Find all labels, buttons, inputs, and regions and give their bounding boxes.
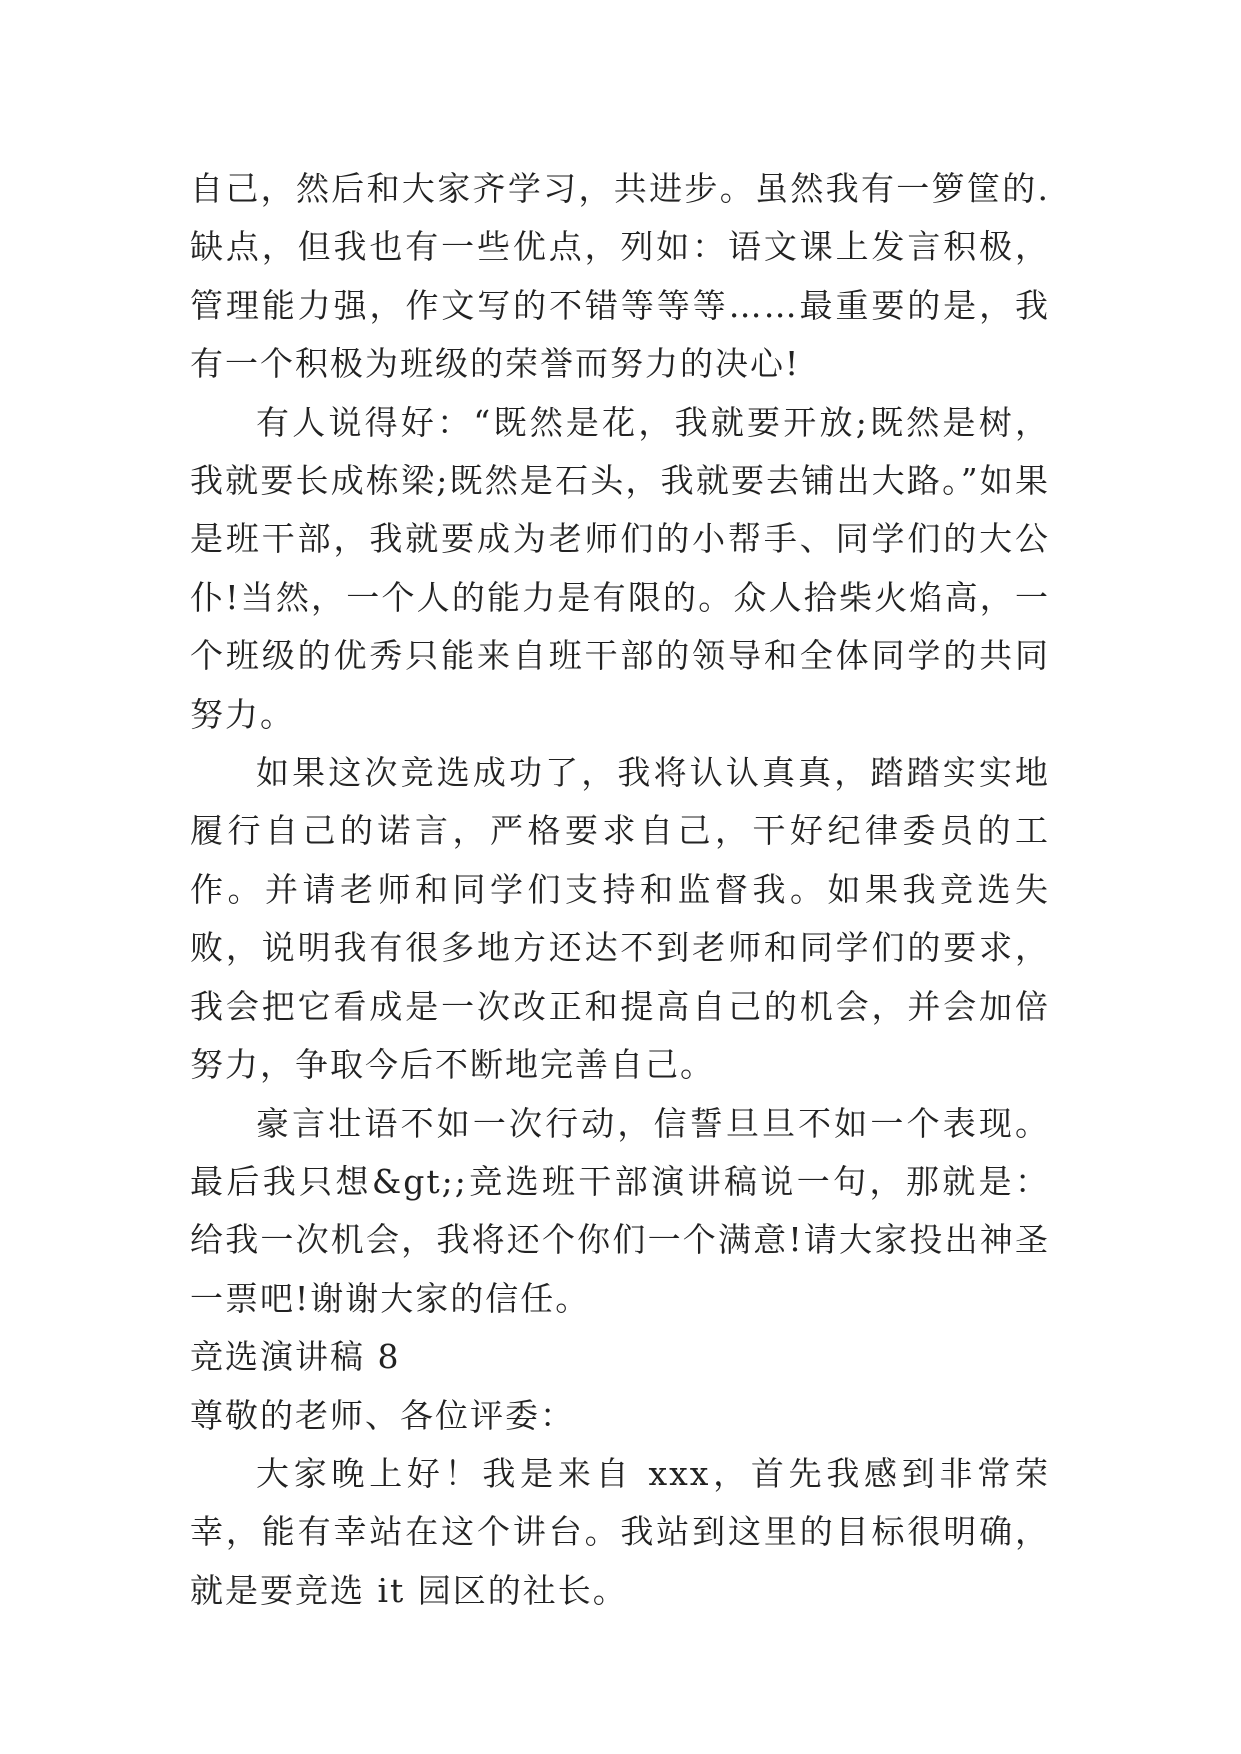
section-title: 竞选演讲稿 8 <box>190 1337 401 1377</box>
paragraph-1: 自己，然后和大家齐学习，共进步。虽然我有一箩筐的.缺点，但我也有一些优点，列如：语文课上发言积极，管理能力强，作文写的不错等等等……最重要的是，我有一个积极为班级的荣誉而努力的决心! <box>190 169 1050 384</box>
salutation: 尊敬的老师、各位评委： <box>190 1395 575 1435</box>
paragraph-3: 如果这次竞选成功了，我将认认真真，踏踏实实地履行自己的诺言，严格要求自己，干好纪律委员的工作。并请老师和同学们支持和监督我。如果我竞选失败，说明我有很多地方还达不到老师和同学们的要求，我会把它看成是一次改正和提高自己的机会，并会加倍努力，争取今后不断地完善自己。 <box>190 753 1050 1085</box>
document-body <box>190 160 1050 1620</box>
paragraph-4: 豪言壮语不如一次行动，信誓旦旦不如一个表现。最后我只想&gt;;竞选班干部演讲稿说一句，那就是：给我一次机会，我将还个你们一个满意!请大家投出神圣一票吧!谢谢大家的信任。 <box>190 1103 1050 1318</box>
paragraph-2: 有人说得好：“既然是花，我就要开放;既然是树，我就要长成栋梁;既然是石头，我就要去铺出大路。”如果是班干部，我就要成为老师们的小帮手、同学们的大公仆!当然，一个人的能力是有限的。众人拾柴火焰高，一个班级的优秀只能来自班干部的领导和全体同学的共同努力。 <box>190 402 1050 734</box>
closing-paragraph: 大家晚上好！我是来自 xxx，首先我感到非常荣幸，能有幸站在这个讲台。我站到这里的目标很明确，就是要竞选 it 园区的社长。 <box>190 1453 1050 1610</box>
